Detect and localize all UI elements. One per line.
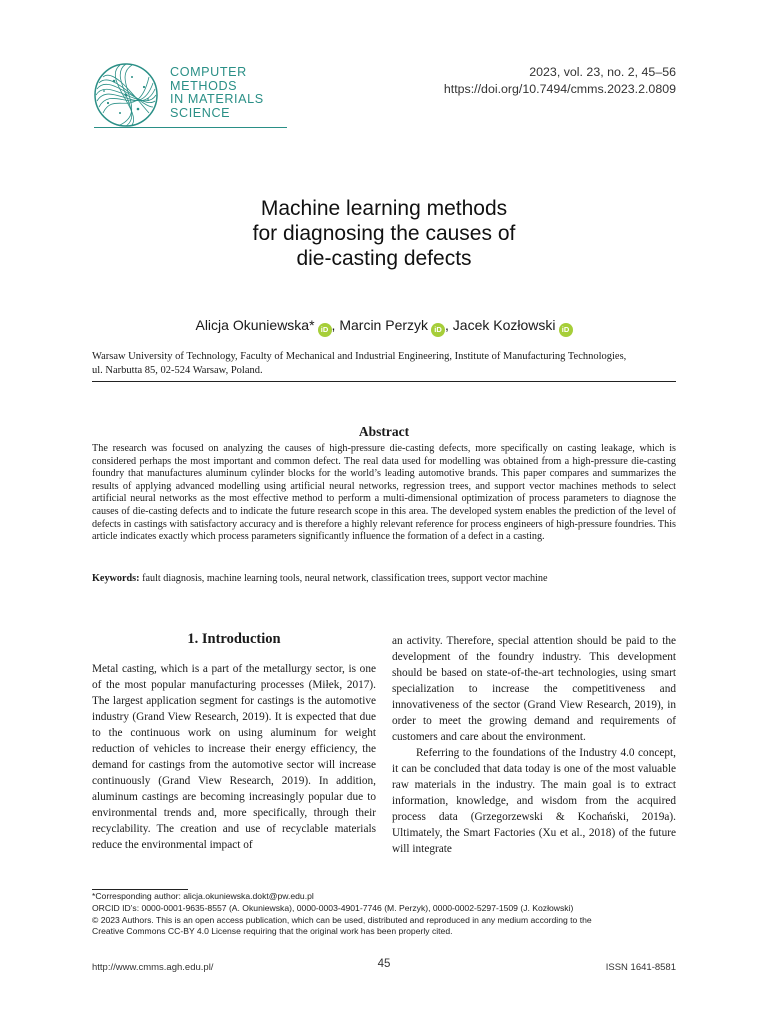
page-number: 45: [377, 958, 391, 970]
orcid-icon[interactable]: iD: [318, 323, 332, 337]
section-heading: 1. Introduction: [187, 631, 281, 647]
footnote-line: © 2023 Authors. This is an open access publication, which can be used, distributed and reproduced in any medium according to the: [92, 914, 592, 925]
journal-url-link[interactable]: http://www.cmms.agh.edu.pl/: [92, 962, 214, 973]
body-column-right: [392, 633, 676, 857]
title-line: die-casting defects: [296, 247, 472, 270]
doi-link[interactable]: https://doi.org/10.7494/cmms.2023.2.0809: [443, 82, 676, 96]
author-name: Alicja Okuniewska*: [195, 317, 315, 333]
footnote-line: *Corresponding author: alicja.okuniewska.dokt@pw.edu.pl: [92, 891, 314, 901]
body-paragraph: Metal casting, which is a part of the metallurgy sector, is one of the most popular manufacturing processes (Miłek, 2017). The largest application segment for castings is the automotive industry (Grand View Research, 2019). It is expected that due to the continuous work on using aluminum for weight reduction of vehicles to increase their energy efficiency, the demand for castings from the automotive sector will increase continuously (Grand View Research, 2019). In addition, aluminum castings are becoming increasingly popular due to environmental trends and, more specifically, through their recyclability. The creation and use of recyclable materials reduce the environmental impact of: [92, 663, 376, 851]
author-separator: ,: [445, 317, 453, 333]
header-divider: [94, 127, 287, 128]
article-title: [0, 196, 768, 271]
keywords: [92, 572, 676, 585]
abstract-text: The research was focused on analyzing the causes of high-pressure die-casting defects, more specifically on casting leakage, which is considered perhaps the most important and common defect. The real data used for modelling was obtained from a high-pressure die-casting foundry that manufactures aluminum cylinder blocks for the world’s leading automotive brands. This paper compares and summarizes the results of applying advanced modelling using artificial neural networks, regression trees, and support vector machines methods to select artificial neural networks as the most effective method to perform a multi-dimensional optimization of process parameters to diagnose the causes of die-casting defects and to indicate the future research scope in this area. The developed system enables the prediction of the level of defects in castings with satisfactory accuracy and is therefore a highly relevant reference for process engineers of high-pressure foundries. This article indicates exactly which process parameters significantly influence the formation of a defect in a casting.: [92, 443, 676, 543]
orcid-icon[interactable]: iD: [559, 323, 573, 337]
affiliation-line: Warsaw University of Technology, Faculty of Mechanical and Industrial Engineering, Institute of Manufacturing Technologies,: [92, 351, 627, 362]
author-list: [0, 315, 768, 337]
author-name: Marcin Perzyk: [339, 317, 429, 333]
citation: 2023, vol. 23, no. 2, 45–56: [529, 65, 676, 79]
keywords-list: fault diagnosis, machine learning tools, neural network, classification trees, support vector machine: [142, 573, 548, 584]
body-column-left: [92, 661, 376, 853]
footnote-line: Creative Commons CC-BY 4.0 License requiring that the original work has been properly cited.: [92, 926, 453, 937]
affiliation-line: ul. Narbutta 85, 02-524 Warsaw, Poland.: [92, 365, 263, 376]
article-meta: [444, 64, 676, 98]
journal-name-line: METHODS: [170, 78, 238, 93]
journal-name-line: SCIENCE: [170, 105, 231, 120]
keywords-label: Keywords:: [92, 573, 140, 584]
footnotes: [92, 891, 680, 938]
journal-name-line: IN MATERIALS: [170, 92, 264, 107]
abstract-heading: Abstract: [358, 424, 410, 439]
affiliation-divider: [92, 381, 676, 382]
journal-name: [170, 66, 264, 120]
affiliation: [92, 350, 678, 378]
author-separator: ,: [331, 317, 340, 333]
title-line: for diagnosing the causes of: [252, 222, 516, 245]
footnote-line: ORCID ID’s: 0000-0001-9635-8557 (A. Okuniewska), 0000-0003-4901-7746 (M. Perzyk), 0000-0002-5297-1509 (J. Kozłowski): [92, 902, 574, 913]
author-name: Jacek Kozłowski: [452, 317, 556, 333]
body-paragraph: Referring to the foundations of the Industry 4.0 concept, it can be concluded that data today is one of the most valuable raw materials in the industry. The main goal is to extract information, knowledge, and wisdom from the acquired process data (Grzegorzewski & Kochański, 2019a). Ultimately, the Smart Factories (Xu et al., 2018) of the future will integrate: [392, 747, 676, 855]
title-line: Machine learning methods: [260, 197, 508, 220]
orcid-icon[interactable]: iD: [431, 323, 445, 337]
body-paragraph: an activity. Therefore, special attention should be paid to the development of the foundry industry. This development should be based on state-of-the-art technologies, using smart specialization to increase the competitiveness and innovativeness of the sector (Grand View Research, 2019), in order to meet the growing demand and requirements of customers and care about the environment.: [392, 635, 676, 743]
footnote-divider: [92, 889, 188, 890]
journal-logo-icon: [94, 63, 158, 127]
issn: ISSN 1641-8581: [605, 962, 676, 973]
journal-name-line: COMPUTER: [170, 65, 247, 79]
